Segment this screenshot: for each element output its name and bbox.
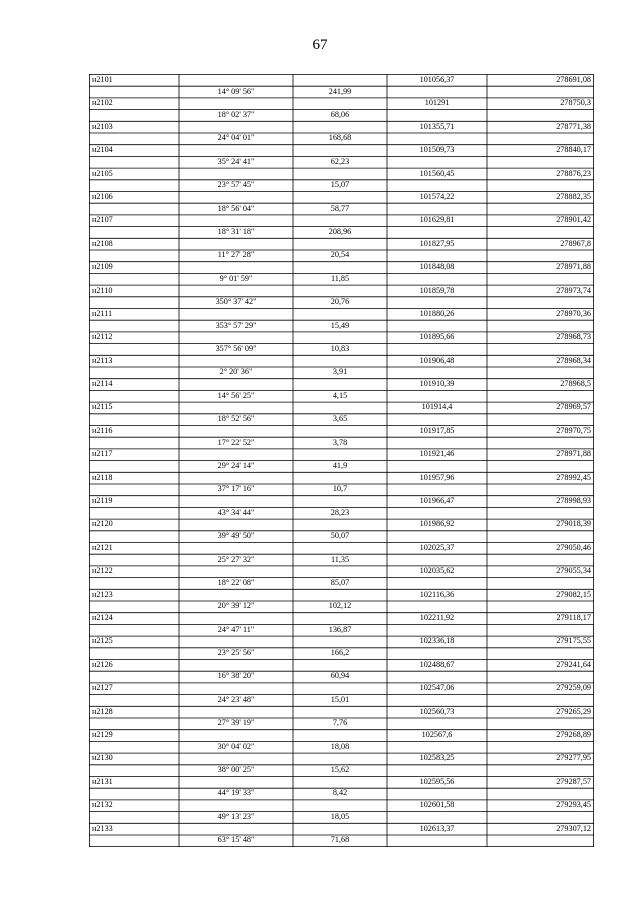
point-name-cell: н2109 [92, 262, 113, 272]
direction-angle-cell: 39° 49' 50" [217, 531, 255, 541]
direction-angle-cell: 9° 01' 59" [219, 273, 253, 283]
table-row [89, 168, 594, 191]
y-coordinate-cell: 279287,57 [556, 776, 591, 786]
direction-angle-cell: 14° 56' 25" [217, 390, 255, 400]
distance-cell: 3,78 [332, 437, 348, 447]
distance-cell: 15,07 [330, 180, 350, 190]
x-coordinate-cell: 101895,66 [419, 332, 455, 342]
point-name-cell: н2105 [92, 168, 113, 178]
x-coordinate-cell: 102035,62 [419, 566, 455, 576]
distance-cell: 68,06 [330, 110, 350, 120]
x-coordinate-cell: 102613,37 [419, 823, 455, 833]
distance-cell: 15,49 [330, 320, 350, 330]
point-name-cell: н2119 [92, 496, 113, 506]
table-row [89, 191, 594, 214]
distance-cell: 136,87 [328, 624, 352, 634]
y-coordinate-cell: 279082,15 [556, 589, 591, 599]
y-coordinate-cell: 278992,45 [556, 472, 591, 482]
table-row [89, 776, 594, 799]
distance-cell: 168,68 [328, 133, 352, 143]
table-row [89, 331, 594, 354]
x-coordinate-cell: 101291 [424, 98, 450, 108]
distance-cell: 15,01 [330, 694, 350, 704]
distance-cell: 3,91 [332, 367, 348, 377]
point-name-cell: н2115 [92, 402, 113, 412]
direction-angle-cell: 29° 24' 14" [217, 460, 255, 470]
direction-angle-cell: 16° 38' 20" [217, 671, 255, 681]
distance-cell: 20,54 [330, 250, 350, 260]
table-row [89, 74, 594, 97]
x-coordinate-cell: 101986,92 [419, 519, 455, 529]
y-coordinate-cell: 278771,38 [556, 121, 591, 131]
point-name-cell: н2116 [92, 425, 113, 435]
distance-cell: 10,83 [330, 343, 350, 353]
direction-angle-cell: 11° 27' 28" [217, 250, 255, 260]
direction-angle-cell: 23° 25' 56" [217, 648, 255, 658]
direction-angle-cell: 24° 47' 11" [217, 624, 255, 634]
y-coordinate-cell: 278971,88 [556, 449, 591, 459]
distance-cell: 58,77 [330, 203, 350, 213]
direction-angle-cell: 23° 57' 45" [217, 180, 255, 190]
table-row [89, 495, 594, 518]
distance-cell: 18,08 [330, 741, 350, 751]
point-name-cell: н2107 [92, 215, 113, 225]
distance-cell: 166,2 [330, 648, 350, 658]
y-coordinate-cell: 278973,74 [556, 285, 591, 295]
y-coordinate-cell: 279307,12 [556, 823, 591, 833]
distance-cell: 50,07 [330, 531, 350, 541]
distance-cell: 41,9 [332, 460, 348, 470]
direction-angle-cell: 44° 19' 33" [217, 788, 255, 798]
x-coordinate-cell: 101957,96 [419, 472, 455, 482]
y-coordinate-cell: 278882,35 [556, 191, 591, 201]
distance-cell: 10,7 [332, 484, 348, 494]
y-coordinate-cell: 279018,39 [556, 519, 591, 529]
x-coordinate-cell: 102567,6 [421, 729, 453, 739]
table-row [89, 238, 594, 261]
x-coordinate-cell: 101906,48 [419, 355, 455, 365]
x-coordinate-cell: 101827,95 [419, 238, 455, 248]
distance-cell: 60,94 [330, 671, 350, 681]
distance-cell: 62,23 [330, 156, 350, 166]
point-name-cell: н2126 [92, 659, 113, 669]
point-name-cell: н2122 [92, 566, 113, 576]
coordinates-table [89, 74, 594, 846]
distance-cell: 18,05 [330, 811, 350, 821]
direction-angle-cell: 35° 24' 41" [217, 156, 255, 166]
y-coordinate-cell: 278971,88 [556, 262, 591, 272]
table-row [89, 261, 594, 284]
direction-angle-cell: 30° 04' 02" [217, 741, 255, 751]
point-name-cell: н2101 [92, 75, 113, 84]
table-row [89, 378, 594, 401]
y-coordinate-cell: 279175,55 [556, 636, 591, 646]
y-coordinate-cell: 278998,93 [556, 496, 591, 506]
table-row [89, 425, 594, 448]
x-coordinate-cell: 102211,92 [419, 612, 455, 622]
point-name-cell: н2110 [92, 285, 113, 295]
point-name-cell: н2127 [92, 683, 113, 693]
direction-angle-cell: 49° 13' 23" [217, 811, 255, 821]
distance-cell: 20,76 [330, 297, 350, 307]
point-name-cell: н2133 [92, 823, 113, 833]
direction-angle-cell: 18° 02' 37" [217, 110, 255, 120]
table-body [89, 74, 594, 846]
table-row [89, 706, 594, 729]
point-name-cell: н2112 [92, 332, 113, 342]
table-row [89, 308, 594, 331]
point-name-cell: н2131 [92, 776, 113, 786]
table-row [89, 612, 594, 635]
point-name-cell: н2129 [92, 729, 113, 739]
table-row [89, 401, 594, 424]
x-coordinate-cell: 101848,08 [419, 262, 455, 272]
direction-angle-cell: 63° 15' 48" [217, 835, 255, 845]
distance-cell: 11,35 [330, 554, 350, 564]
point-name-cell: н2121 [92, 542, 113, 552]
x-coordinate-cell: 101859,78 [419, 285, 455, 295]
point-name-cell: н2120 [92, 519, 113, 529]
direction-angle-cell: 18° 31' 18" [217, 227, 255, 237]
direction-angle-cell: 357° 56' 09" [215, 343, 257, 353]
x-coordinate-cell: 102336,18 [419, 636, 455, 646]
table-row [89, 752, 594, 775]
distance-cell: 7,76 [332, 718, 348, 728]
y-coordinate-cell: 279050,46 [556, 542, 591, 552]
direction-angle-cell: 14° 09' 56" [217, 86, 255, 96]
page-number: 67 [312, 37, 328, 53]
point-name-cell: н2114 [92, 379, 113, 389]
table-row [89, 448, 594, 471]
point-name-cell: н2132 [92, 800, 113, 810]
y-coordinate-cell: 278967,8 [560, 238, 591, 248]
point-name-cell: н2113 [92, 355, 113, 365]
point-name-cell: н2103 [92, 121, 113, 131]
x-coordinate-cell: 101560,45 [419, 168, 455, 178]
point-name-cell: н2118 [92, 472, 113, 482]
y-coordinate-cell: 279055,34 [556, 566, 591, 576]
point-name-cell: н2125 [92, 636, 113, 646]
distance-cell: 71,68 [330, 835, 350, 845]
table-row [89, 542, 594, 565]
direction-angle-cell: 43° 34' 44" [217, 507, 255, 517]
table-row [89, 472, 594, 495]
point-name-cell: н2130 [92, 753, 113, 763]
point-name-cell: н2111 [92, 308, 113, 318]
direction-angle-cell: 20° 39' 12" [217, 601, 255, 611]
table-row [89, 589, 594, 612]
table-row [89, 823, 594, 846]
y-coordinate-cell: 279268,89 [556, 729, 591, 739]
x-coordinate-cell: 102583,25 [419, 753, 455, 763]
table-row [89, 565, 594, 588]
point-name-cell: н2102 [92, 98, 113, 108]
table-row [89, 121, 594, 144]
point-name-cell: н2123 [92, 589, 113, 599]
direction-angle-cell: 18° 56' 04" [217, 203, 255, 213]
direction-angle-cell: 350° 37' 42" [215, 297, 257, 307]
x-coordinate-cell: 101910,39 [419, 379, 455, 389]
x-coordinate-cell: 101914,4 [421, 402, 453, 412]
x-coordinate-cell: 101966,47 [419, 496, 455, 506]
y-coordinate-cell: 278968,34 [556, 355, 591, 365]
point-name-cell: н2124 [92, 612, 113, 622]
y-coordinate-cell: 279259,09 [556, 683, 591, 693]
direction-angle-cell: 24° 04' 01" [217, 133, 255, 143]
x-coordinate-cell: 101917,85 [419, 425, 455, 435]
direction-angle-cell: 24° 23' 48" [217, 694, 255, 704]
distance-cell: 4,15 [332, 390, 348, 400]
point-name-cell: н2128 [92, 706, 113, 716]
direction-angle-cell: 17° 22' 52" [217, 437, 255, 447]
table-row [89, 635, 594, 658]
y-coordinate-cell: 278970,75 [556, 425, 591, 435]
y-coordinate-cell: 279241,64 [556, 659, 591, 669]
distance-cell: 15,62 [330, 765, 350, 775]
table-row [89, 518, 594, 541]
distance-cell: 85,07 [330, 577, 350, 587]
table-row [89, 285, 594, 308]
x-coordinate-cell: 102547,06 [419, 683, 455, 693]
distance-cell: 241,99 [328, 86, 352, 96]
distance-cell: 8,42 [332, 788, 348, 798]
table-row [89, 144, 594, 167]
y-coordinate-cell: 278901,42 [556, 215, 591, 225]
y-coordinate-cell: 278840,17 [556, 145, 591, 155]
table-row [89, 682, 594, 705]
table-row [89, 97, 594, 120]
y-coordinate-cell: 278970,36 [556, 308, 591, 318]
y-coordinate-cell: 278968,5 [560, 379, 591, 389]
y-coordinate-cell: 278691,08 [556, 75, 591, 84]
y-coordinate-cell: 278750,3 [560, 98, 591, 108]
direction-angle-cell: 38° 00' 25" [217, 765, 255, 775]
x-coordinate-cell: 101056,37 [419, 75, 455, 84]
x-coordinate-cell: 101574,22 [419, 191, 455, 201]
y-coordinate-cell: 279277,95 [556, 753, 591, 763]
x-coordinate-cell: 101880,26 [419, 308, 455, 318]
y-coordinate-cell: 279118,17 [556, 612, 591, 622]
direction-angle-cell: 2° 20' 36" [219, 367, 253, 377]
y-coordinate-cell: 279293,45 [556, 800, 591, 810]
direction-angle-cell: 27° 39' 19" [217, 718, 255, 728]
distance-cell: 102,12 [328, 601, 352, 611]
distance-cell: 28,23 [330, 507, 350, 517]
table-row [89, 355, 594, 378]
y-coordinate-cell: 278969,57 [556, 402, 591, 412]
y-coordinate-cell: 278968,73 [556, 332, 591, 342]
table-row [89, 659, 594, 682]
distance-cell: 11,85 [330, 273, 350, 283]
direction-angle-cell: 25° 27' 32" [217, 554, 255, 564]
direction-angle-cell: 37° 17' 16" [217, 484, 255, 494]
x-coordinate-cell: 102560,73 [419, 706, 455, 716]
x-coordinate-cell: 101355,71 [419, 121, 455, 131]
point-name-cell: н2108 [92, 238, 113, 248]
direction-angle-cell: 18° 52' 56" [217, 414, 255, 424]
point-name-cell: н2104 [92, 145, 113, 155]
point-name-cell: н2106 [92, 191, 113, 201]
distance-cell: 208,96 [328, 227, 352, 237]
table-row [89, 214, 594, 237]
direction-angle-cell: 18° 22' 08" [217, 577, 255, 587]
direction-angle-cell: 353° 57' 29" [215, 320, 257, 330]
x-coordinate-cell: 102488,67 [419, 659, 455, 669]
y-coordinate-cell: 279265,29 [556, 706, 591, 716]
x-coordinate-cell: 102595,56 [419, 776, 455, 786]
distance-cell: 3,65 [332, 414, 348, 424]
table-row [89, 799, 594, 822]
x-coordinate-cell: 101629,81 [419, 215, 455, 225]
x-coordinate-cell: 102601,58 [419, 800, 455, 810]
point-name-cell: н2117 [92, 449, 113, 459]
y-coordinate-cell: 278876,23 [556, 168, 591, 178]
table-row [89, 729, 594, 752]
x-coordinate-cell: 102025,37 [419, 542, 455, 552]
x-coordinate-cell: 101509,73 [419, 145, 455, 155]
x-coordinate-cell: 102116,36 [419, 589, 455, 599]
x-coordinate-cell: 101921,46 [419, 449, 455, 459]
